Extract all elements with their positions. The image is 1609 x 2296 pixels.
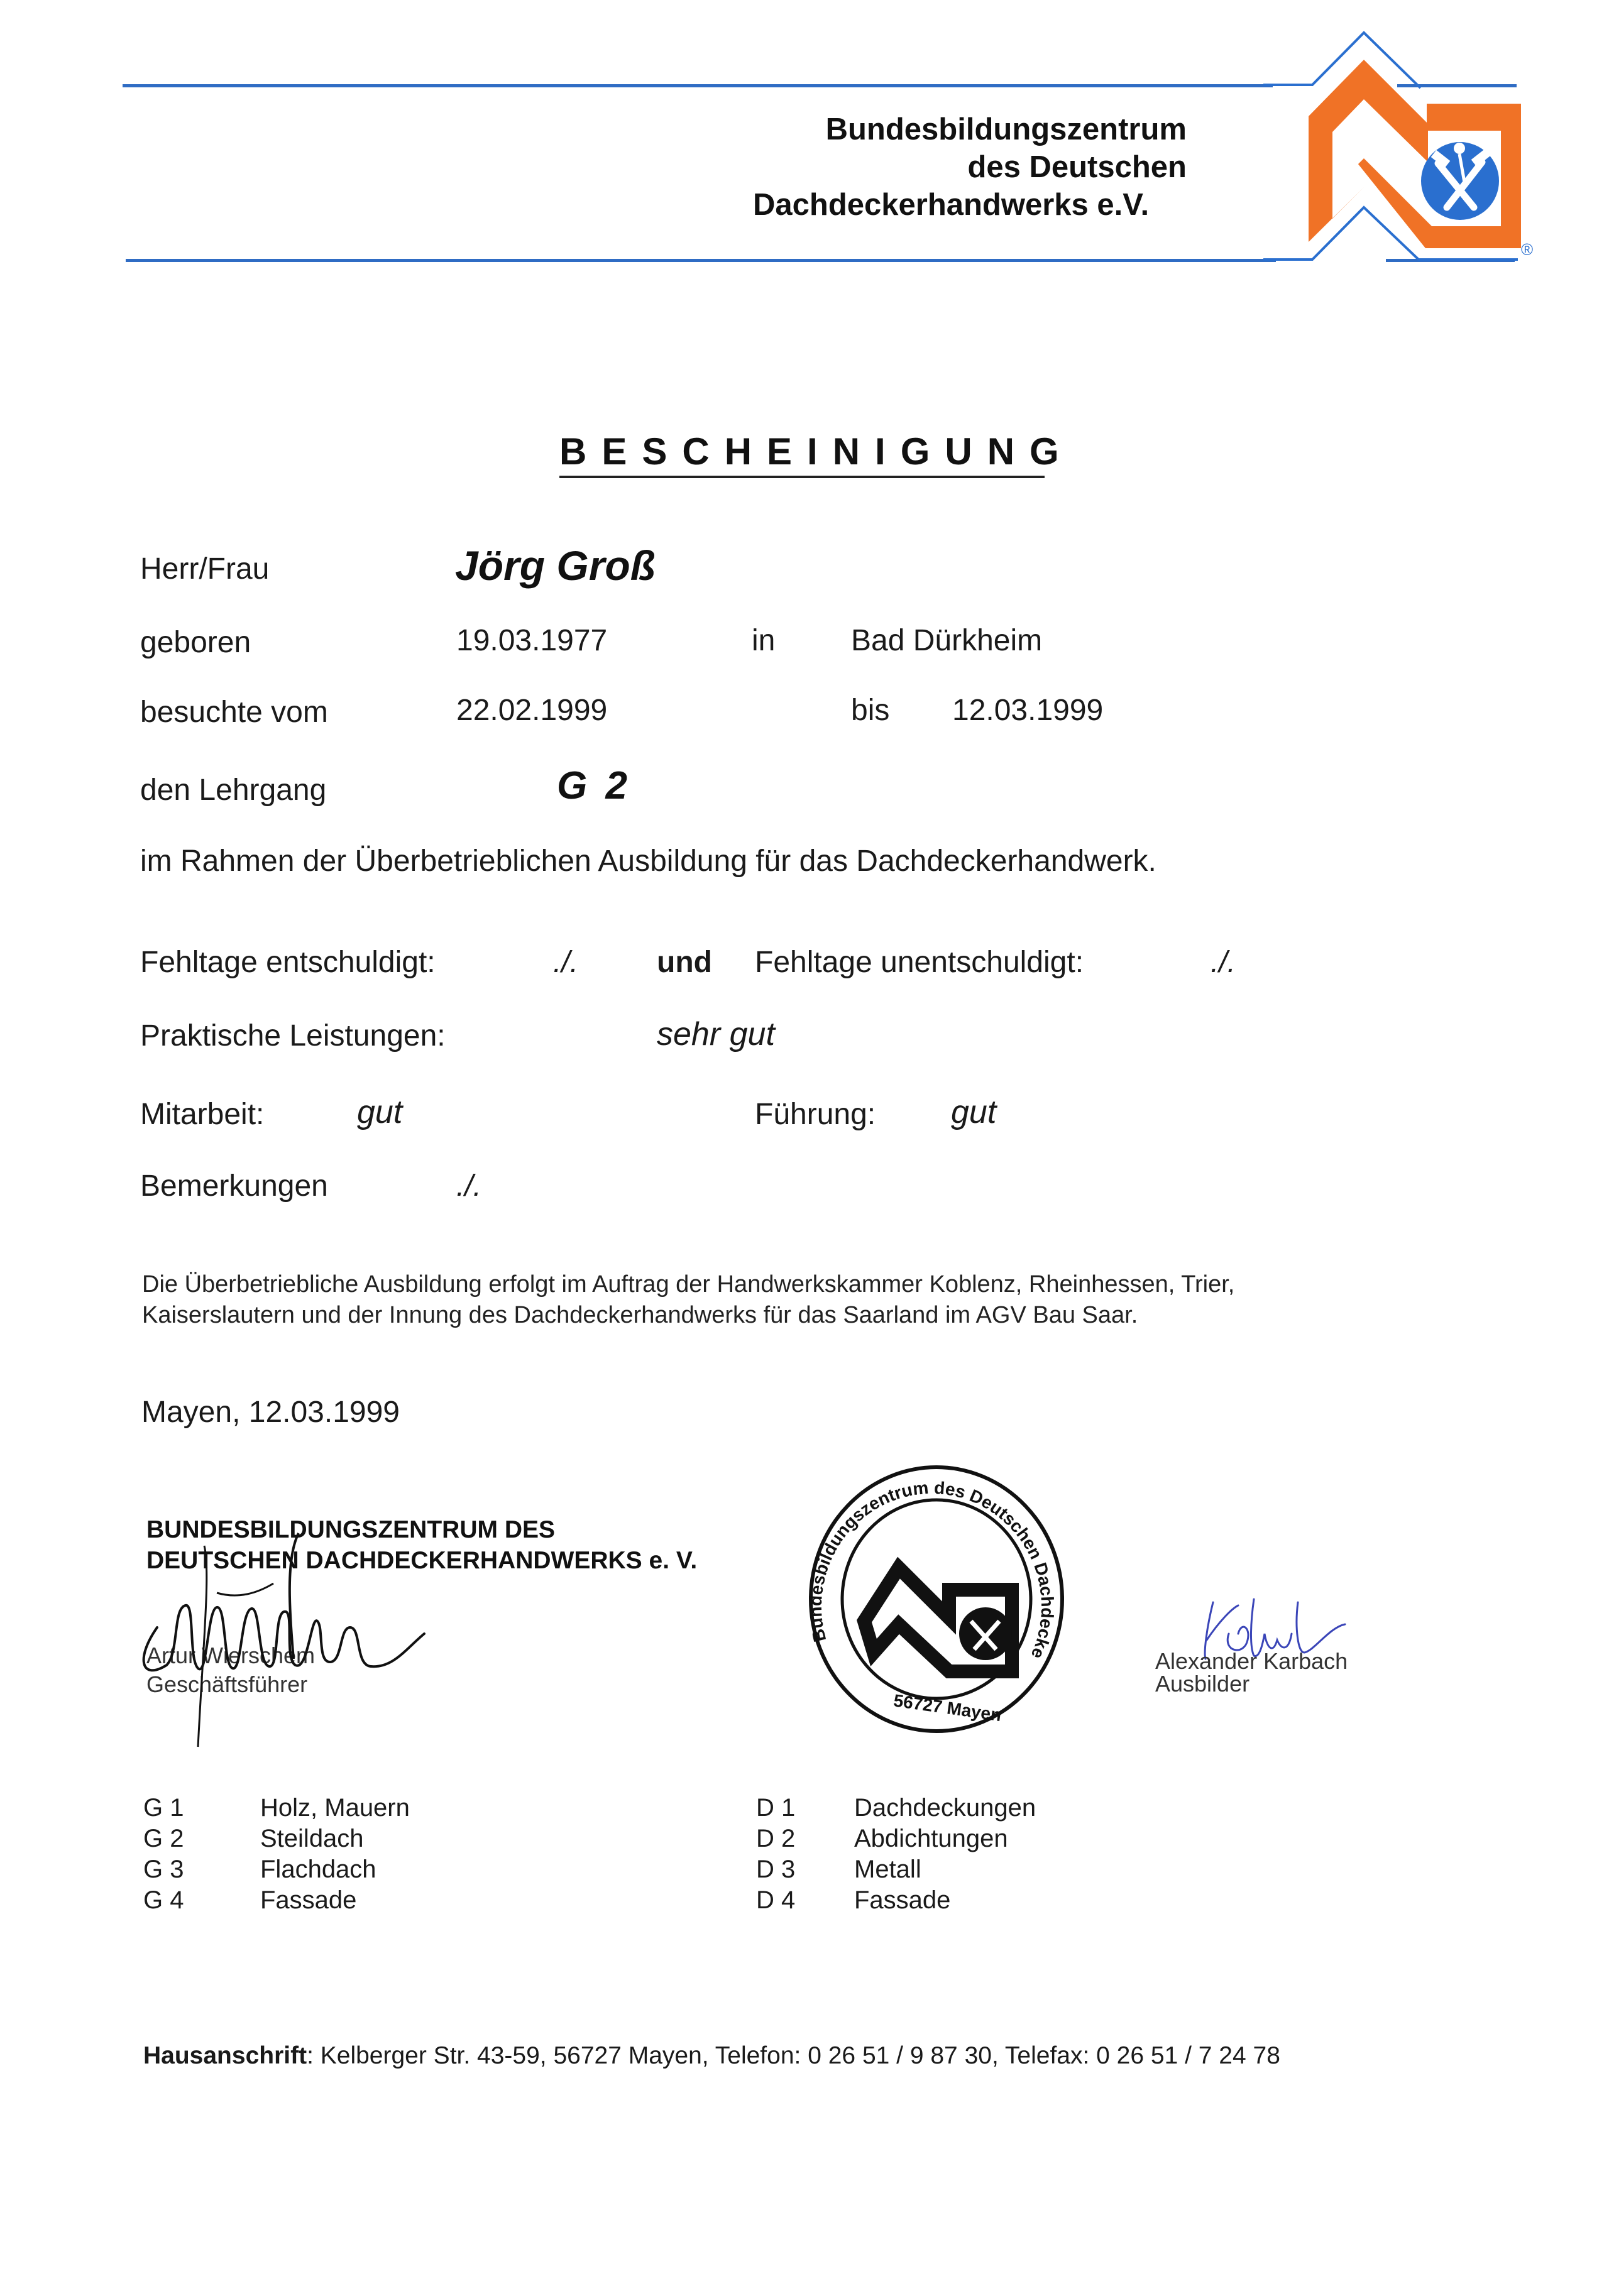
training-note-line-1: Die Überbetriebliche Ausbildung erfolgt im Auftrag der Handwerkskammer Koblenz, Rheinhessen, Trier, [142, 1271, 1235, 1298]
remarks-value: ./. [456, 1169, 482, 1203]
course-item [756, 1885, 1036, 1916]
training-note [142, 1269, 1234, 1331]
dachdecker-logo-icon [1263, 25, 1527, 270]
absence-unexcused-label: Fehltage unentschuldigt: [755, 946, 1084, 979]
course-name: Fassade [260, 1886, 357, 1914]
attendance-label: besuchte vom [140, 696, 328, 729]
absence-excused-label: Fehltage entschuldigt: [140, 946, 436, 979]
remarks-label: Bemerkungen [140, 1169, 328, 1203]
registered-mark: ® [1521, 240, 1534, 259]
cooperation-value: gut [357, 1094, 403, 1130]
attendance-from: 22.02.1999 [456, 694, 608, 727]
course-item [143, 1823, 410, 1854]
conduct-label: Führung: [755, 1098, 876, 1131]
course-value: G 2 [557, 764, 631, 807]
course-code: G 3 [143, 1856, 184, 1883]
course-list-g [143, 1793, 410, 1916]
left-signature-image [129, 1533, 456, 1753]
context-line: im Rahmen der Überbetrieblichen Ausbildung für das Dachdeckerhandwerk. [140, 845, 1156, 878]
birth-date: 19.03.1977 [456, 624, 608, 657]
practical-label: Praktische Leistungen: [140, 1019, 446, 1052]
header-org-line-3: Dachdeckerhandwerks e.V. [753, 188, 1150, 222]
birth-place: Bad Dürkheim [851, 624, 1043, 657]
right-signatory [1155, 1650, 1348, 1695]
course-code: G 4 [143, 1886, 184, 1914]
course-item [143, 1885, 410, 1916]
course-item [143, 1854, 410, 1885]
practical-value: sehr gut [657, 1016, 775, 1052]
cooperation-label: Mitarbeit: [140, 1098, 265, 1131]
course-item [756, 1793, 1036, 1823]
course-code: G 1 [143, 1794, 184, 1822]
left-signatory-name: Artur Wierschem [146, 1643, 316, 1668]
seal-stamp-icon [779, 1448, 1075, 1741]
course-item [756, 1854, 1036, 1885]
course-name: Abdichtungen [854, 1825, 1008, 1852]
course-name: Flachdach [260, 1856, 376, 1883]
header-org-name [826, 111, 1187, 186]
header-top-rule [123, 84, 1273, 87]
title-underline [559, 476, 1045, 478]
header-org-line-1: Bundesbildungszentrum [825, 112, 1187, 146]
right-signatory-role: Ausbilder [1155, 1671, 1250, 1697]
course-code: D 3 [756, 1856, 796, 1883]
course-name: Steildach [260, 1825, 364, 1852]
svg-text:56727 Mayen: 56727 Mayen [892, 1690, 1003, 1725]
conduct-value: gut [951, 1094, 997, 1130]
course-item [756, 1823, 1036, 1854]
header-org-line-2: des Deutschen [967, 150, 1187, 184]
course-item [143, 1793, 410, 1823]
left-signatory-role: Geschäftsführer [146, 1671, 308, 1697]
course-list-d [756, 1793, 1036, 1916]
course-code: D 2 [756, 1825, 796, 1852]
footer-address [143, 2042, 1280, 2070]
footer-address-label: Hausanschrift [143, 2042, 307, 2069]
absence-unexcused-value: ./. [1211, 946, 1236, 979]
birth-in-label: in [752, 624, 776, 657]
person-name: Jörg Groß [455, 542, 656, 589]
course-code: D 1 [756, 1794, 796, 1822]
absence-and: und [657, 946, 712, 979]
document-title: BESCHEINIGUNG [559, 430, 1074, 473]
birth-label: geboren [140, 626, 251, 659]
attendance-to: 12.03.1999 [952, 694, 1104, 727]
signature-org-line-2: DEUTSCHEN DACHDECKERHANDWERKS e. V. [146, 1547, 698, 1574]
course-code: D 4 [756, 1886, 796, 1914]
course-name: Fassade [854, 1886, 951, 1914]
course-name: Metall [854, 1856, 921, 1883]
absence-excused-value: ./. [553, 946, 579, 979]
person-label: Herr/Frau [140, 552, 270, 586]
svg-text:Bundesbildungszentrum des Deut: Bundesbildungszentrum des Deutschen Dachdeckerhandwerks e.V. [779, 1448, 1058, 1662]
attendance-to-label: bis [851, 694, 890, 727]
training-note-line-2: Kaiserslautern und der Innung des Dachdeckerhandwerks für das Saarland im AGV Bau Saar. [142, 1302, 1138, 1328]
signature-org-line-1: BUNDESBILDUNGSZENTRUM DES [146, 1516, 556, 1543]
course-label: den Lehrgang [140, 774, 327, 807]
course-code: G 2 [143, 1825, 184, 1852]
header-bottom-rule [126, 259, 1276, 262]
place-date: Mayen, 12.03.1999 [141, 1396, 400, 1429]
course-name: Holz, Mauern [260, 1794, 410, 1822]
course-name: Dachdeckungen [854, 1794, 1036, 1822]
right-signatory-name: Alexander Karbach [1155, 1648, 1348, 1674]
footer-address-text: : Kelberger Str. 43-59, 56727 Mayen, Telefon: 0 26 51 / 9 87 30, Telefax: 0 26 51 / 7 24 78 [307, 2042, 1280, 2069]
